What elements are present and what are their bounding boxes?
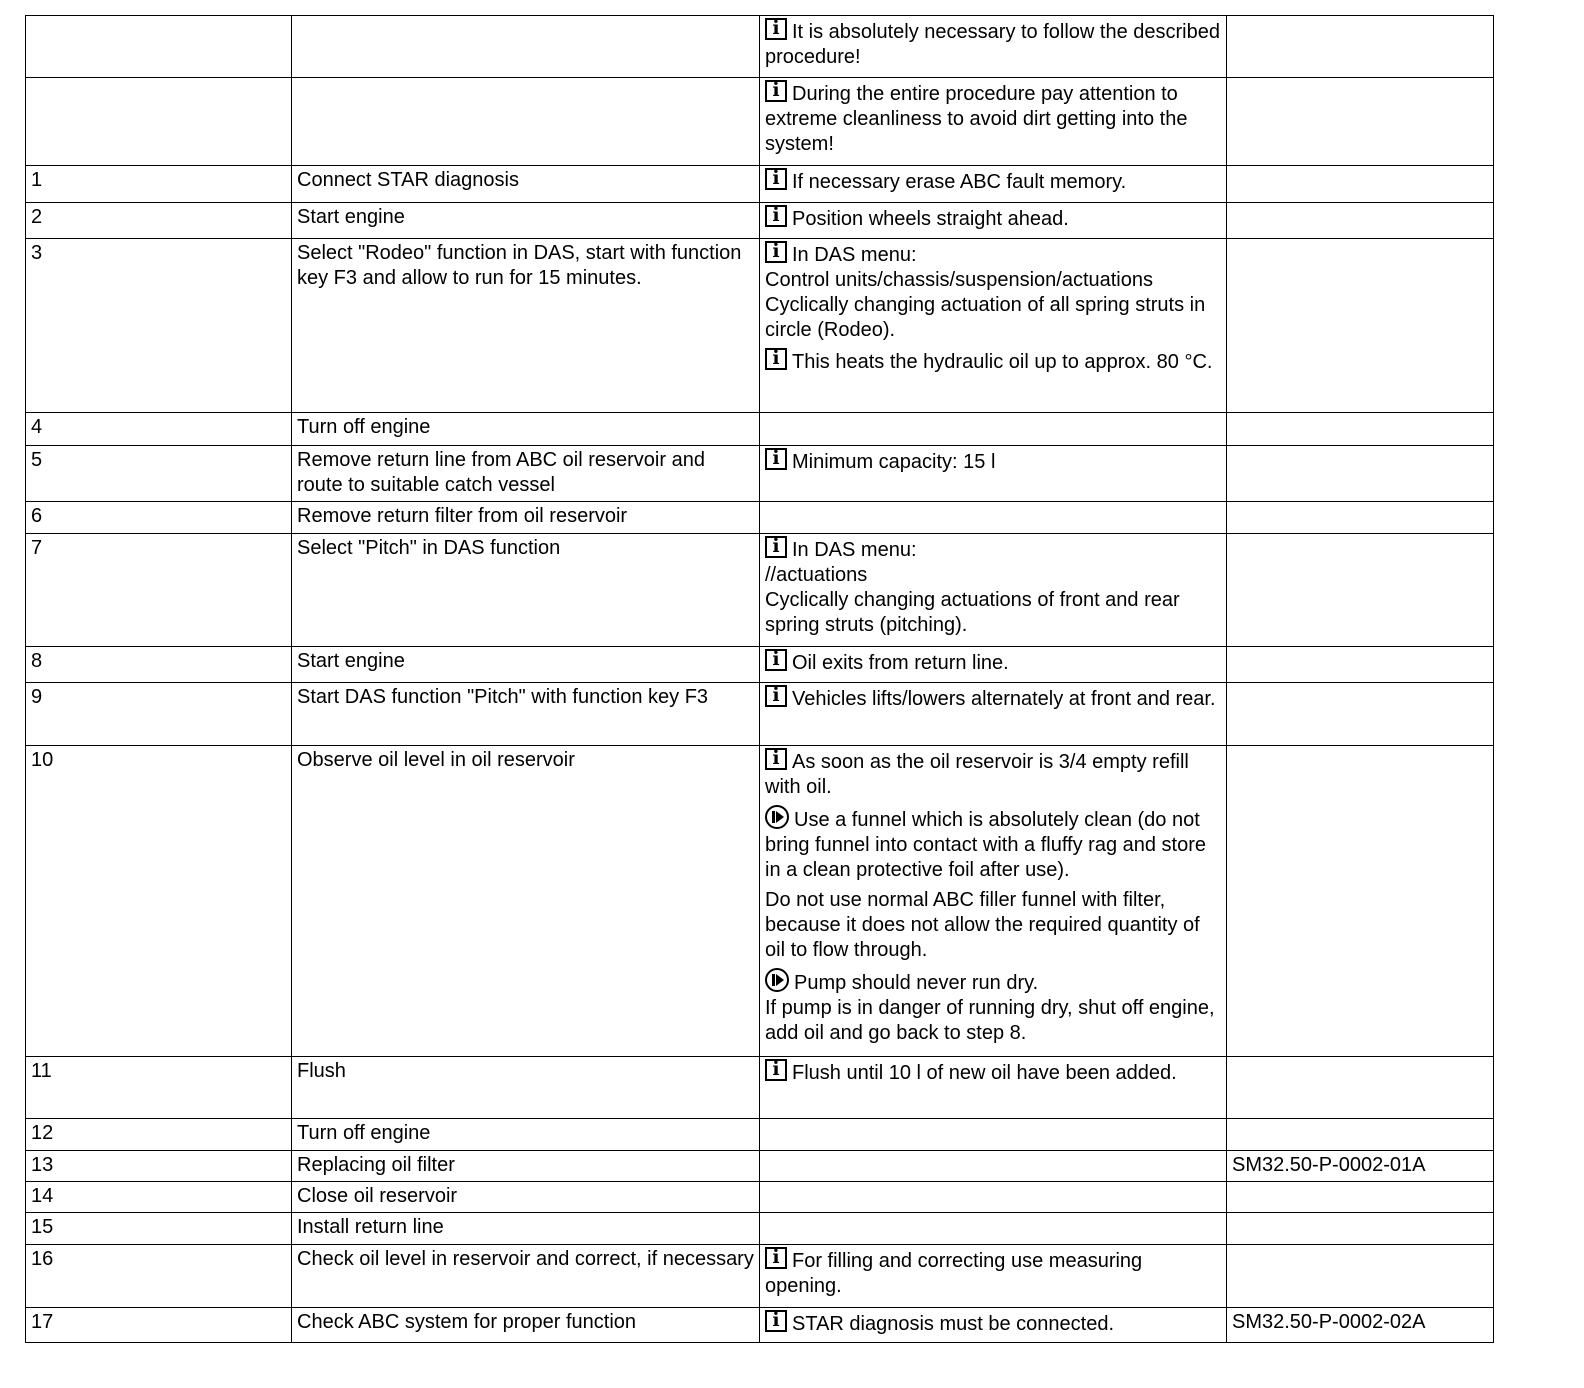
step-notes-cell [760,203,1227,239]
note-text: Vehicles lifts/lowers alternately at front and rear. [792,688,1216,710]
reference-cell [1227,1213,1494,1245]
step-notes-cell [760,647,1227,683]
info-icon [765,1059,787,1081]
reference-cell [1227,1119,1494,1151]
table-row [26,1213,1494,1245]
step-notes-cell [760,683,1227,746]
step-number-cell: 13 [26,1151,292,1182]
note-text: Control units/chassis/suspension/actuations [765,269,1153,291]
step-action-cell: Flush [292,1057,760,1119]
step-number-cell [26,78,292,166]
step-number-cell: 12 [26,1119,292,1151]
info-icon [765,536,787,558]
table-row [26,1151,1494,1182]
note-text: If pump is in danger of running dry, shut off engine, add oil and go back to step 8. [765,997,1215,1044]
procedure-table-body [26,16,1494,1343]
note [765,968,1221,1046]
step-number-cell: 10 [26,746,292,1057]
step-notes-cell [760,1119,1227,1151]
info-icon [765,448,787,470]
step-number-cell: 14 [26,1182,292,1213]
step-notes-cell [760,1245,1227,1308]
reference-cell [1227,746,1494,1057]
step-notes-cell [760,1151,1227,1182]
note-text: If necessary erase ABC fault memory. [792,171,1127,193]
procedure-table [25,15,1494,1343]
note [765,1059,1221,1086]
note-text: In DAS menu: [792,244,917,266]
step-notes-cell [760,78,1227,166]
info-icon [765,748,787,770]
reference-cell [1227,16,1494,78]
step-notes-cell [760,239,1227,413]
note [765,536,1221,638]
step-action-cell: Turn off engine [292,1119,760,1151]
note [765,241,1221,343]
step-action-cell: Connect STAR diagnosis [292,166,760,203]
step-action-cell: Start DAS function "Pitch" with function key F3 [292,683,760,746]
table-row [26,502,1494,534]
note [765,348,1221,375]
note-text: Oil exits from return line. [792,652,1009,674]
info-icon [765,1247,787,1269]
info-icon [765,649,787,671]
step-number-cell: 4 [26,413,292,446]
note [765,748,1221,800]
step-number-cell [26,16,292,78]
table-row [26,1245,1494,1308]
reference-cell [1227,1057,1494,1119]
step-number-cell: 3 [26,239,292,413]
note-text: For filling and correcting use measuring opening. [765,1250,1143,1297]
note-text: Cyclically changing actuations of front and rear spring struts (pitching). [765,589,1180,636]
table-row [26,1057,1494,1119]
note [765,649,1221,676]
reference-cell: SM32.50-P-0002-02A [1227,1308,1494,1343]
note [765,1247,1221,1299]
note [765,205,1221,232]
step-action-cell: Install return line [292,1213,760,1245]
note-text: Flush until 10 l of new oil have been added. [792,1062,1177,1084]
step-number-cell: 2 [26,203,292,239]
reference-cell [1227,647,1494,683]
step-number-cell: 7 [26,534,292,647]
step-action-cell: Turn off engine [292,413,760,446]
info-icon [765,348,787,370]
table-row [26,746,1494,1057]
step-notes-cell [760,166,1227,203]
step-notes-cell [760,446,1227,502]
reference-cell [1227,446,1494,502]
reference-cell [1227,1182,1494,1213]
step-action-cell: Observe oil level in oil reservoir [292,746,760,1057]
step-action-cell: Start engine [292,647,760,683]
info-icon [765,205,787,227]
step-action-cell: Check ABC system for proper function [292,1308,760,1343]
table-row [26,1182,1494,1213]
step-notes-cell [760,502,1227,534]
step-number-cell: 11 [26,1057,292,1119]
note-text: Do not use normal ABC filler funnel with filter, because it does not allow the required quantity of oil to flow through. [765,889,1200,961]
table-row [26,16,1494,78]
table-row [26,78,1494,166]
step-number-cell: 15 [26,1213,292,1245]
step-notes-cell [760,413,1227,446]
note-text: Use a funnel which is absolutely clean (do not bring funnel into contact with a fluffy rag and store in a clean protective foil after use). [765,809,1207,881]
step-number-cell: 16 [26,1245,292,1308]
note-text: Pump should never run dry. [794,972,1039,994]
note-text: As soon as the oil reservoir is 3/4 empty refill with oil. [765,751,1189,798]
note [765,18,1221,70]
reference-cell: SM32.50-P-0002-01A [1227,1151,1494,1182]
tip-icon [765,968,789,992]
note-text: In DAS menu: [792,539,917,561]
table-row [26,166,1494,203]
reference-cell [1227,203,1494,239]
table-row [26,1308,1494,1343]
step-action-cell [292,78,760,166]
table-row [26,647,1494,683]
step-notes-cell [760,746,1227,1057]
step-action-cell: Remove return filter from oil reservoir [292,502,760,534]
step-number-cell: 17 [26,1308,292,1343]
step-number-cell: 1 [26,166,292,203]
note-text: Cyclically changing actuation of all spring struts in circle (Rodeo). [765,294,1206,341]
tip-icon [765,805,789,829]
note [765,888,1221,963]
reference-cell [1227,1245,1494,1308]
note-text: //actuations [765,564,868,586]
step-action-cell: Remove return line from ABC oil reservoir and route to suitable catch vessel [292,446,760,502]
reference-cell [1227,502,1494,534]
table-row [26,239,1494,413]
note [765,80,1221,157]
step-notes-cell [760,1308,1227,1343]
reference-cell [1227,683,1494,746]
step-notes-cell [760,1057,1227,1119]
step-number-cell: 6 [26,502,292,534]
reference-cell [1227,239,1494,413]
note-text: This heats the hydraulic oil up to approx. 80 °C. [792,351,1213,373]
info-icon [765,1310,787,1332]
step-action-cell: Check oil level in reservoir and correct, if necessary [292,1245,760,1308]
step-action-cell [292,16,760,78]
step-notes-cell [760,1182,1227,1213]
note [765,1310,1221,1337]
note-text: During the entire procedure pay attention to extreme cleanliness to avoid dirt getting into the system! [765,83,1188,155]
info-icon [765,241,787,263]
note-text: Position wheels straight ahead. [792,208,1069,230]
table-row [26,413,1494,446]
info-icon [765,80,787,102]
step-number-cell: 9 [26,683,292,746]
note [765,168,1221,195]
table-row [26,446,1494,502]
step-notes-cell [760,1213,1227,1245]
reference-cell [1227,166,1494,203]
note-text: It is absolutely necessary to follow the described procedure! [765,21,1220,68]
info-icon [765,685,787,707]
table-row [26,1119,1494,1151]
reference-cell [1227,413,1494,446]
reference-cell [1227,78,1494,166]
info-icon [765,18,787,40]
step-action-cell: Replacing oil filter [292,1151,760,1182]
step-notes-cell [760,16,1227,78]
step-action-cell: Close oil reservoir [292,1182,760,1213]
step-number-cell: 8 [26,647,292,683]
info-icon [765,168,787,190]
note [765,448,1221,475]
step-notes-cell [760,534,1227,647]
step-number-cell: 5 [26,446,292,502]
step-action-cell: Select "Rodeo" function in DAS, start with function key F3 and allow to run for 15 minutes. [292,239,760,413]
note-text: Minimum capacity: 15 l [792,451,996,473]
note [765,805,1221,883]
table-row [26,683,1494,746]
note-text: STAR diagnosis must be connected. [792,1313,1115,1335]
table-row [26,203,1494,239]
reference-cell [1227,534,1494,647]
step-action-cell: Start engine [292,203,760,239]
step-action-cell: Select "Pitch" in DAS function [292,534,760,647]
note [765,685,1221,712]
table-row [26,534,1494,647]
